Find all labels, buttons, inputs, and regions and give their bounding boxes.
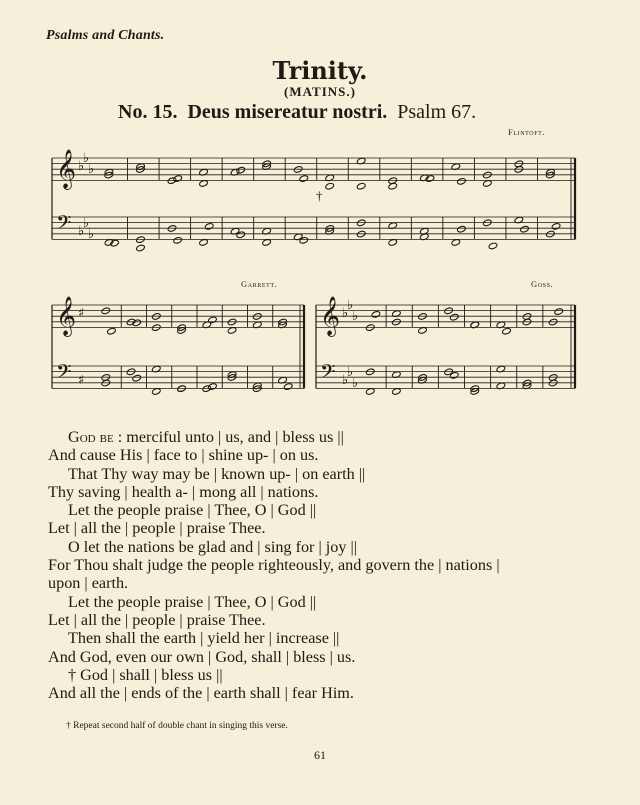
running-head: Psalms and Chants. [46, 28, 165, 43]
note-head [449, 313, 459, 321]
verse-line: Thy saving | health a- | mong all | nations. [48, 482, 319, 501]
flat-sign: ♭ [347, 298, 354, 313]
chant-number: No. 15. [118, 101, 178, 123]
note-head [173, 236, 183, 244]
flat-sign: ♭ [88, 162, 95, 177]
note-head [132, 319, 142, 327]
composer-goss: Goss. [531, 279, 554, 289]
note-head [449, 371, 459, 379]
note-head [554, 308, 564, 316]
flat-sign: ♭ [78, 224, 85, 239]
verse-line: God be : merciful unto | us, and | bless us || [68, 428, 344, 446]
note-head [299, 236, 309, 244]
verse-line: Let | all the | people | praise Thee. [48, 610, 266, 629]
composer-flintoft: Flintoft. [508, 127, 546, 137]
page-number: 61 [314, 748, 326, 762]
bass-clef: 𝄢 [56, 211, 72, 239]
verse-line: upon | earth. [48, 574, 129, 593]
page-title: Trinity. [272, 56, 368, 85]
flat-sign: ♭ [83, 216, 90, 231]
note-head [132, 374, 142, 382]
note-head [457, 225, 467, 233]
note-head [356, 182, 366, 190]
verse-line: Let the people praise | Thee, O | God || [68, 592, 317, 611]
bass-clef: 𝄢 [320, 360, 336, 388]
composer-garrett: Garrett. [241, 279, 278, 289]
treble-clef: 𝄞 [56, 296, 77, 336]
flat-sign: ♭ [352, 309, 359, 324]
verse-line: And cause His | face to | shine up- | on us. [48, 446, 319, 465]
note-head [502, 327, 512, 335]
bass-clef: 𝄢 [56, 360, 72, 388]
note-head [425, 175, 435, 183]
note-head [110, 239, 120, 247]
note-head [208, 383, 218, 391]
treble-clef: 𝄞 [56, 149, 77, 189]
note-head [299, 175, 309, 183]
verse-line: † God | shall | bless us || [68, 665, 223, 684]
psalm-reference: Psalm 67. [397, 101, 477, 123]
sharp-sign: ♯ [78, 306, 85, 321]
note-head [325, 182, 335, 190]
verse-line: And all the | ends of the | earth shall | fear Him. [48, 684, 354, 703]
note-head [371, 310, 381, 318]
note-head [204, 222, 214, 230]
note-head [236, 231, 246, 239]
note-head [107, 327, 117, 335]
treble-clef: 𝄞 [320, 296, 341, 336]
verse-line: Let the people praise | Thee, O | God || [68, 501, 317, 520]
note-head [488, 242, 498, 250]
note-head [520, 225, 530, 233]
dagger-mark: † [316, 188, 323, 203]
verse-line: Let | all the | people | praise Thee. [48, 519, 266, 538]
note-head [136, 244, 146, 252]
flat-sign: ♭ [352, 376, 359, 391]
note-head [551, 222, 561, 230]
note-head [208, 316, 218, 324]
verse-line: O let the nations be glad and | sing for | joy || [68, 537, 357, 556]
service-subtitle: (MATINS.) [284, 84, 356, 99]
flat-sign: ♭ [88, 227, 95, 242]
flat-sign: ♭ [83, 151, 90, 166]
staff-systems [52, 149, 575, 395]
note-head [173, 175, 183, 183]
flat-sign: ♭ [78, 159, 85, 174]
psalm-text [48, 428, 500, 702]
verse-line: For Thou shalt judge the people righteously, and govern the | nations | [48, 556, 500, 575]
flat-sign: ♭ [347, 365, 354, 380]
flat-sign: ♭ [342, 306, 349, 321]
verse-line: And God, even our own | God, shall | bless | us. [48, 647, 356, 666]
flat-sign: ♭ [342, 373, 349, 388]
note-head [457, 177, 467, 185]
verse-line: Then shall the earth | yield her | increase || [68, 629, 340, 648]
verse-line: That Thy way may be | known up- | on earth || [68, 464, 366, 483]
sharp-sign: ♯ [78, 373, 85, 388]
note-head [283, 383, 293, 391]
footnote: † Repeat second half of double chant in singing this verse. [66, 721, 288, 731]
note-head [236, 166, 246, 174]
chant-latin-title: Deus misereatur nostri. [187, 101, 388, 123]
